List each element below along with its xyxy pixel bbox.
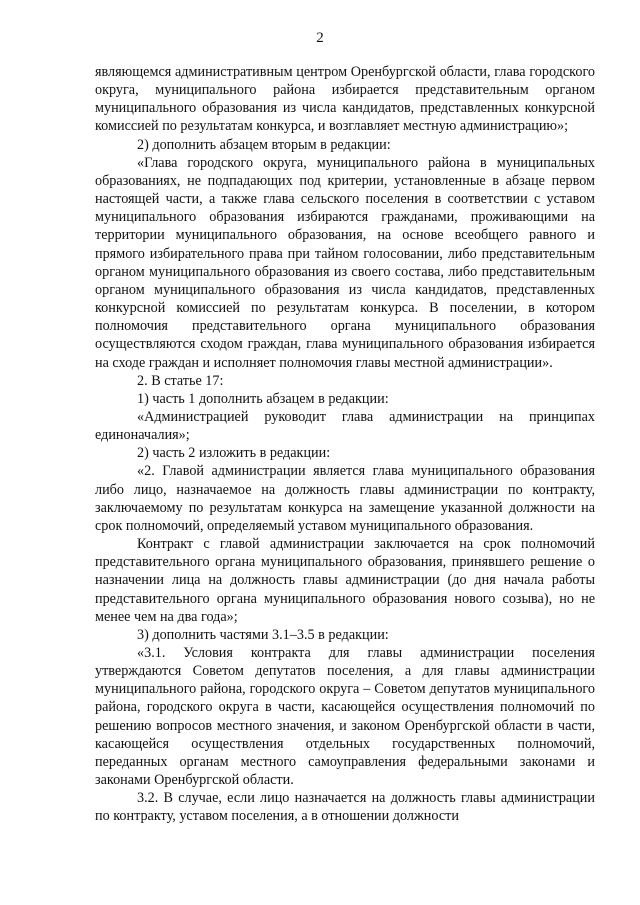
paragraph-12: 3.2. В случае, если лицо назначается на должность главы администрации по контракту, уставом поселения, а в отношении должности [95, 790, 595, 825]
paragraph-10: 3) дополнить частями 3.1–3.5 в редакции: [137, 626, 389, 643]
paragraph-7: 2) часть 2 изложить в редакции: [137, 445, 331, 462]
paragraph-4: 2. В статье 17: [137, 372, 224, 389]
page-number: 2 [316, 30, 324, 46]
paragraph-6: «Администрацией руководит глава администрации на принципах единоначалия»; [95, 408, 595, 444]
paragraph-5: 1) часть 1 дополнить абзацем в редакции: [137, 390, 389, 407]
paragraph-8: «2. Главой администрации является глава муниципального образования либо лицо, назначаемое на должность главы администрации по контракту, заключаемому по результатам конкурса на замещение указанной должности на срок полномочий, определяемый уставом муниципального образования. [95, 463, 595, 534]
paragraph-1: являющемся административным центром Оренбургской области, глава городского округа, муниципального района избирается представительным органом муниципального образования из числа кандидатов, представленных конкурсной комиссией по результатам конкурса, и возглавляет местную администрацию»; [95, 64, 595, 135]
paragraph-3: «Глава городского округа, муниципального района в муниципальных образованиях, не подпадающих под критерии, установленные в абзаце первом настоящей части, а также глава сельского поселения в соответствии с уставом муниципального образования избираются гражданами, проживающими на территории муниципального образования, на основе всеобщего равного и прямого избирательного права при тайном голосовании, либо представительным органом муниципального образования из своего состава, либо представительным органом муниципального образования из числа кандидатов, представленных конкурсной комиссией по результатам конкурса. В поселении, в котором полномочия представительного органа муниципального образования осуществляются сходом граждан, глава муниципального образования избирается на сходе граждан и исполняет полномочия главы местной администрации». [95, 154, 595, 371]
document-body [95, 63, 595, 826]
paragraph-9: Контракт с главой администрации заключается на срок полномочий представительного органа муниципального образования, принявшего решение о назначении лица на должность главы администрации (до дня начала работы представительного органа муниципального образования нового созыва), но не менее чем на два года»; [95, 536, 595, 625]
paragraph-11: «3.1. Условия контракта для главы администрации поселения утверждаются Советом депутатов поселения, а для главы администрации муниципального района, городского округа – Советом депутатов муниципального района, городского округа в части, касающейся осуществления полномочий по решению вопросов местного значения, и законом Оренбургской области в части, касающейся осуществления отдельных государственных полномочий, переданных органам местного самоуправления федеральными законами и законами Оренбургской области. [95, 645, 595, 789]
paragraph-2: 2) дополнить абзацем вторым в редакции: [137, 136, 391, 153]
